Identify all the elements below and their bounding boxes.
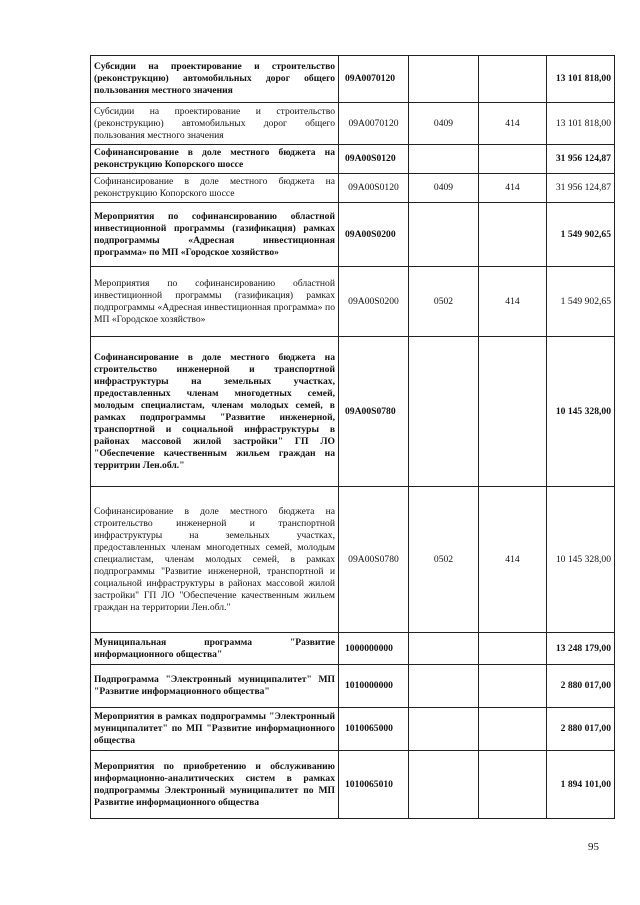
row-code: 09А00S0200 [339, 203, 409, 267]
table-row [91, 487, 615, 633]
row-amount: 13 248 179,00 [547, 633, 615, 665]
row-code: 1000000000 [339, 633, 409, 665]
row-type [479, 751, 547, 819]
row-name: Субсидии на проектирование и строительство (реконструкцию) автомобильных дорог общего пользования местного значения [91, 103, 339, 145]
row-type [479, 665, 547, 708]
row-code: 09А0070120 [339, 56, 409, 103]
row-section [409, 751, 479, 819]
row-amount: 1 549 902,65 [547, 267, 615, 337]
row-name: Мероприятия по приобретению и обслуживанию информационно-аналитических систем в рамках подпрограммы Электронный муниципалитет по МП Развитие информационного общества [91, 751, 339, 819]
row-amount: 31 956 124,87 [547, 145, 615, 174]
budget-table-body [91, 56, 615, 819]
row-code: 09А00S0120 [339, 174, 409, 203]
row-section [409, 665, 479, 708]
row-amount: 13 101 818,00 [547, 56, 615, 103]
row-section [409, 633, 479, 665]
row-amount: 2 880 017,00 [547, 665, 615, 708]
row-amount: 13 101 818,00 [547, 103, 615, 145]
row-code: 1010000000 [339, 665, 409, 708]
table-row [91, 56, 615, 103]
table-row [91, 103, 615, 145]
row-name: Мероприятия в рамках подпрограммы "Электронный муниципалитет" по МП "Развитие информационного общества [91, 708, 339, 751]
row-code: 09А0070120 [339, 103, 409, 145]
table-row [91, 203, 615, 267]
page-number: 95 [588, 841, 599, 853]
row-name: Софинансирование в доле местного бюджета на строительство инженерной и транспортной инфраструктуры на земельных участках, предоставленных членам многодетных семей, молодым специалистам, членам молодых семей, в рамках подпрограммы "Развитие инженерной, транспортной и социальной инфраструктуры в районах массовой жилой застройки" ГП ЛО "Обеспечение качественным жильем граждан на территории Лен.обл." [91, 487, 339, 633]
row-section [409, 145, 479, 174]
table-row [91, 145, 615, 174]
row-amount: 2 880 017,00 [547, 708, 615, 751]
row-code: 1010065010 [339, 751, 409, 819]
row-name: Софинансирование в доле местного бюджета на реконструкцию Копорского шоссе [91, 145, 339, 174]
table-row [91, 267, 615, 337]
row-section [409, 337, 479, 487]
row-code: 09А00S0780 [339, 337, 409, 487]
row-name: Подпрограмма "Электронный муниципалитет" МП "Развитие информационного общества" [91, 665, 339, 708]
row-amount: 1 549 902,65 [547, 203, 615, 267]
row-type [479, 337, 547, 487]
row-code: 1010065000 [339, 708, 409, 751]
row-type [479, 145, 547, 174]
row-type: 414 [479, 103, 547, 145]
row-section [409, 708, 479, 751]
row-amount: 10 145 328,00 [547, 487, 615, 633]
table-row [91, 633, 615, 665]
row-type [479, 633, 547, 665]
table-row [91, 665, 615, 708]
row-amount: 10 145 328,00 [547, 337, 615, 487]
row-code: 09А00S0200 [339, 267, 409, 337]
table-row [91, 708, 615, 751]
row-type: 414 [479, 267, 547, 337]
row-section: 0409 [409, 103, 479, 145]
table-row [91, 337, 615, 487]
row-type: 414 [479, 174, 547, 203]
row-amount: 31 956 124,87 [547, 174, 615, 203]
row-name: Муниципальная программа "Развитие информационного общества" [91, 633, 339, 665]
row-section: 0409 [409, 174, 479, 203]
row-section [409, 203, 479, 267]
row-name: Мероприятия по софинансированию областной инвестиционной программы (газификация) рамках подпрограммы «Адресная инвестиционная программа» по МП «Городское хозяйство» [91, 267, 339, 337]
row-type: 414 [479, 487, 547, 633]
row-section: 0502 [409, 487, 479, 633]
row-name: Мероприятия по софинансированию областной инвестиционной программы (газификация) рамках подпрограммы «Адресная инвестиционная программа» по МП «Городское хозяйство» [91, 203, 339, 267]
row-type [479, 56, 547, 103]
table-row [91, 174, 615, 203]
row-code: 09А00S0780 [339, 487, 409, 633]
row-section: 0502 [409, 267, 479, 337]
row-name: Софинансирование в доле местного бюджета на реконструкцию Копорского шоссе [91, 174, 339, 203]
row-code: 09А00S0120 [339, 145, 409, 174]
row-section [409, 56, 479, 103]
row-type [479, 203, 547, 267]
row-name: Субсидии на проектирование и строительство (реконструкцию) автомобильных дорог общего пользования местного значения [91, 56, 339, 103]
row-name: Софинансирование в доле местного бюджета на строительство инженерной и транспортной инфраструктуры на земельных участках, предоставленных членам многодетных семей, молодым специалистам, членам молодых семей, в рамках подпрограммы "Развитие инженерной, транспортной и социальной инфраструктуры в районах массовой жилой застройки" ГП ЛО "Обеспечение качественным жильем граждан на территрии Лен.обл." [91, 337, 339, 487]
row-type [479, 708, 547, 751]
row-amount: 1 894 101,00 [547, 751, 615, 819]
table-row [91, 751, 615, 819]
budget-table [90, 55, 615, 819]
